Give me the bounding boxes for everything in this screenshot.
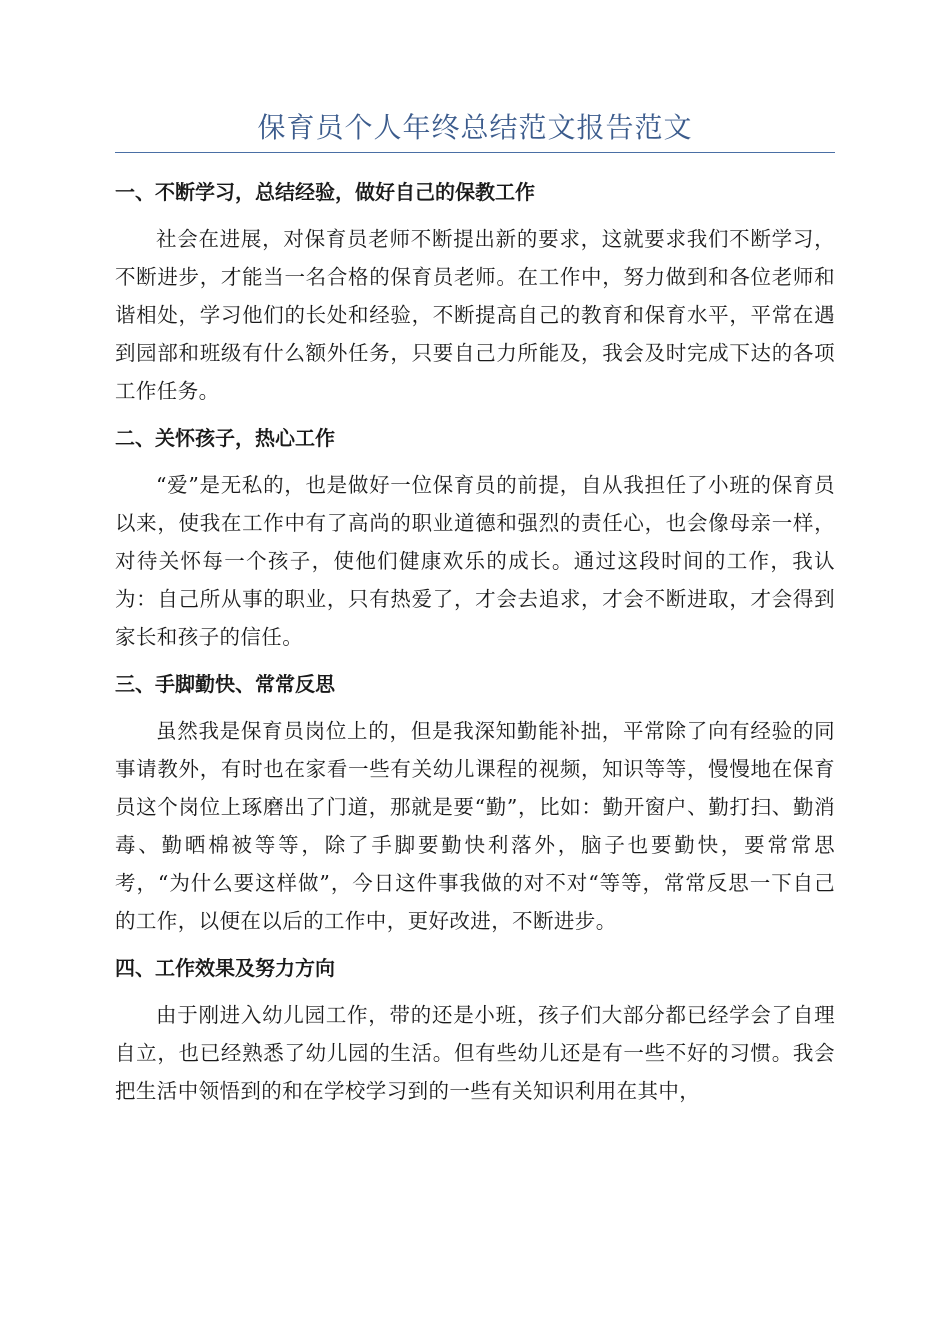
section-paragraph: 由于刚进入幼儿园工作，带的还是小班，孩子们大部分都已经学会了自理自立，也已经熟悉了幼儿园的生活。但有些幼儿还是有一些不好的习惯。我会把生活中领悟到的和在学校学习到的一些有关知识利用在其中， bbox=[115, 1003, 835, 1103]
document-title: 保育员个人年终总结范文报告范文 bbox=[115, 108, 835, 153]
section-paragraph: 虽然我是保育员岗位上的，但是我深知勤能补拙，平常除了向有经验的同事请教外，有时也在家看一些有关幼儿课程的视频，知识等等，慢慢地在保育员这个岗位上琢磨出了门道，那就是要“勤”，比如：勤开窗户、勤打扫、勤消毒、勤晒棉被等等，除了手脚要勤快利落外，脑子也要勤快，要常常思考，“为什么要这样做”，今日这件事我做的对不对“等等，常常反思一下自己的工作，以便在以后的工作中，更好改进，不断进步。 bbox=[115, 719, 835, 933]
document-page bbox=[115, 108, 835, 1124]
section-heading: 一、不断学习，总结经验，做好自己的保教工作 bbox=[115, 180, 535, 204]
section-paragraph: “爱”是无私的，也是做好一位保育员的前提，自从我担任了小班的保育员以来，使我在工作中有了高尚的职业道德和强烈的责任心，也会像母亲一样，对待关怀每一个孩子，使他们健康欢乐的成长。通过这段时间的工作，我认为：自己所从事的职业，只有热爱了，才会去追求，才会不断进取，才会得到家长和孩子的信任。 bbox=[115, 473, 835, 649]
section-heading: 四、工作效果及努力方向 bbox=[115, 956, 335, 980]
section-3 bbox=[115, 670, 835, 940]
section-heading: 三、手脚勤快、常常反思 bbox=[115, 672, 335, 696]
section-4 bbox=[115, 954, 835, 1110]
section-1 bbox=[115, 178, 835, 410]
section-paragraph: 社会在进展，对保育员老师不断提出新的要求，这就要求我们不断学习，不断进步，才能当一名合格的保育员老师。在工作中，努力做到和各位老师和谐相处，学习他们的长处和经验，不断提高自己的教育和保育水平，平常在遇到园部和班级有什么额外任务，只要自己力所能及，我会及时完成下达的各项工作任务。 bbox=[115, 227, 835, 403]
section-heading: 二、关怀孩子，热心工作 bbox=[115, 426, 335, 450]
section-2 bbox=[115, 424, 835, 656]
